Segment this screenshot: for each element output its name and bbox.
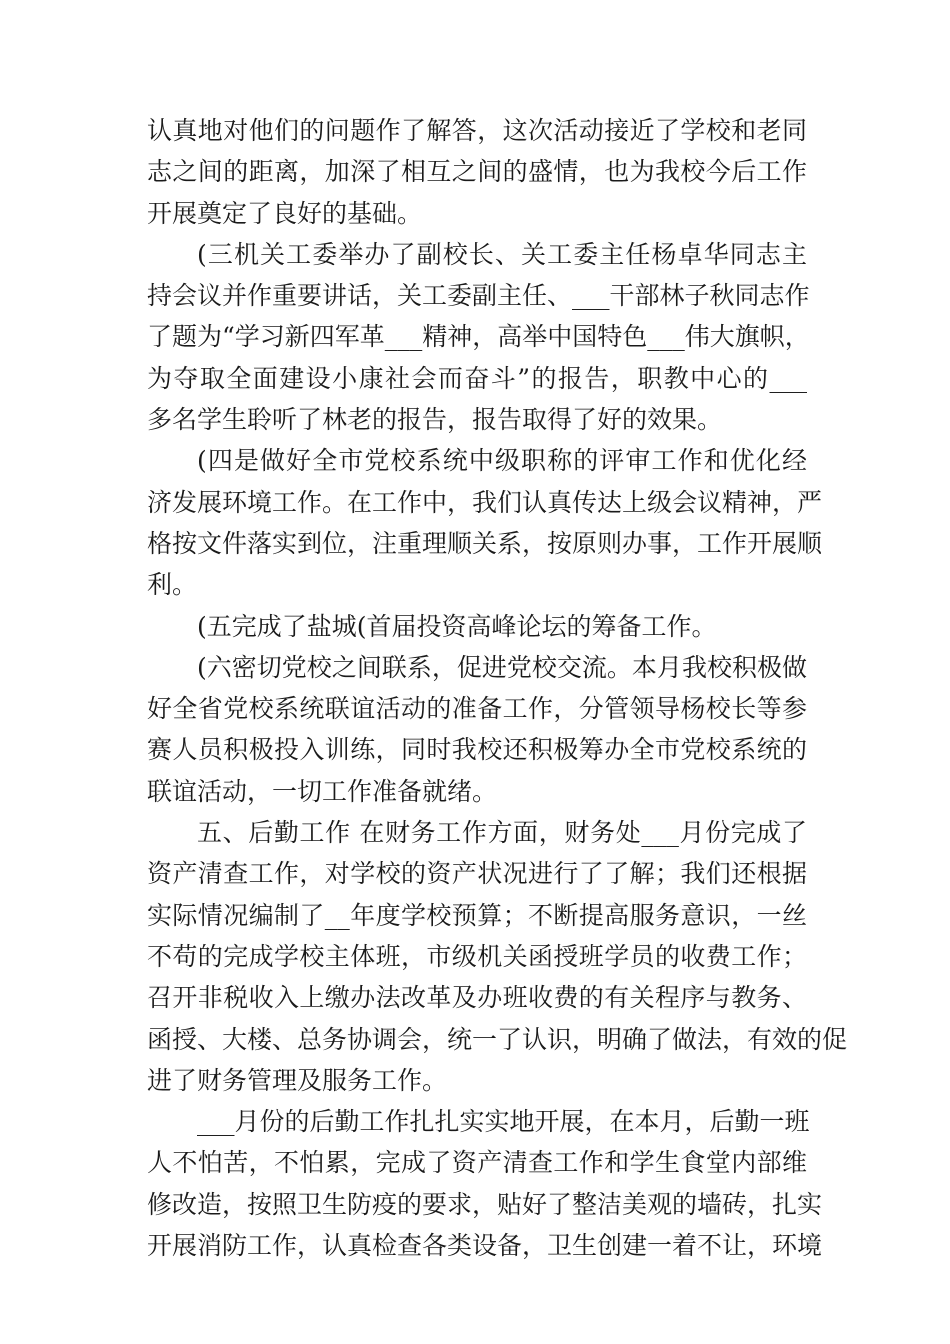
paragraph-start-line: (三机关工委举办了副校长、关工委主任杨卓华同志主 (197, 239, 807, 269)
text-line: 资产清查工作，对学校的资产状况进行了了解；我们还根据 (147, 859, 807, 889)
paragraph-start-line: ___月份的后勤工作扎扎实实地开展，在本月，后勤一班 (197, 1107, 810, 1137)
text-line: 济发展环境工作。在工作中，我们认真传达上级会议精神，严 (147, 487, 823, 517)
text-line: 进了财务管理及服务工作。 (147, 1065, 448, 1095)
text-line: 赛人员积极投入训练，同时我校还积极筹办全市党校系统的 (147, 735, 807, 765)
text-line: 不苟的完成学校主体班，市级机关函授班学员的收费工作； (147, 941, 807, 971)
text-line: 函授、大楼、总务协调会，统一了认识，明确了做法，有效的促 (147, 1024, 848, 1054)
text-line: 人不怕苦，不怕累，完成了资产清查工作和学生食堂内部维 (147, 1148, 807, 1178)
text-line: 召开非税收入上缴办法改革及办班收费的有关程序与教务、 (147, 983, 807, 1013)
text-line: 修改造，按照卫生防疫的要求，贴好了整洁美观的墙砖，扎实 (147, 1189, 823, 1219)
paragraph-start-line: (四是做好全市党校系统中级职称的评审工作和优化经 (197, 446, 807, 476)
text-line: 为夺取全面建设小康社会而奋斗”的报告，职教中心的___ (147, 363, 807, 393)
text-line: 开展奠定了良好的基础。 (147, 198, 423, 228)
text-line: 格按文件落实到位，注重理顺关系，按原则办事，工作开展顺 (147, 528, 823, 558)
paragraph-start-line: 五、后勤工作 在财务工作方面，财务处___月份完成了 (197, 818, 807, 848)
text-line: 好全省党校系统联谊活动的准备工作，分管领导杨校长等参 (147, 694, 807, 724)
text-line: 持会议并作重要讲话，关工委副主任、___干部林子秋同志作 (147, 281, 810, 311)
text-line: 多名学生聆听了林老的报告，报告取得了好的效果。 (147, 405, 723, 435)
text-line: 利。 (147, 570, 198, 600)
paragraph-start-line: (五完成了盐城(首届投资高峰论坛的筹备工作。 (197, 611, 717, 641)
document-body (147, 110, 848, 1266)
text-line: 开展消防工作，认真检查各类设备，卫生创建一着不让，环境 (147, 1231, 823, 1261)
text-line: 联谊活动，一切工作准备就绪。 (147, 776, 498, 806)
paragraph-start-line: (六密切党校之间联系，促进党校交流。本月我校积极做 (197, 652, 807, 682)
text-line: 了题为“学习新四军革___精神，高举中国特色___伟大旗帜， (147, 322, 810, 352)
text-line: 实际情况编制了__年度学校预算；不断提高服务意识，一丝 (147, 900, 807, 930)
text-line: 志之间的距离，加深了相互之间的盛情，也为我校今后工作 (147, 157, 807, 187)
text-line: 认真地对他们的问题作了解答，这次活动接近了学校和老同 (147, 116, 807, 145)
